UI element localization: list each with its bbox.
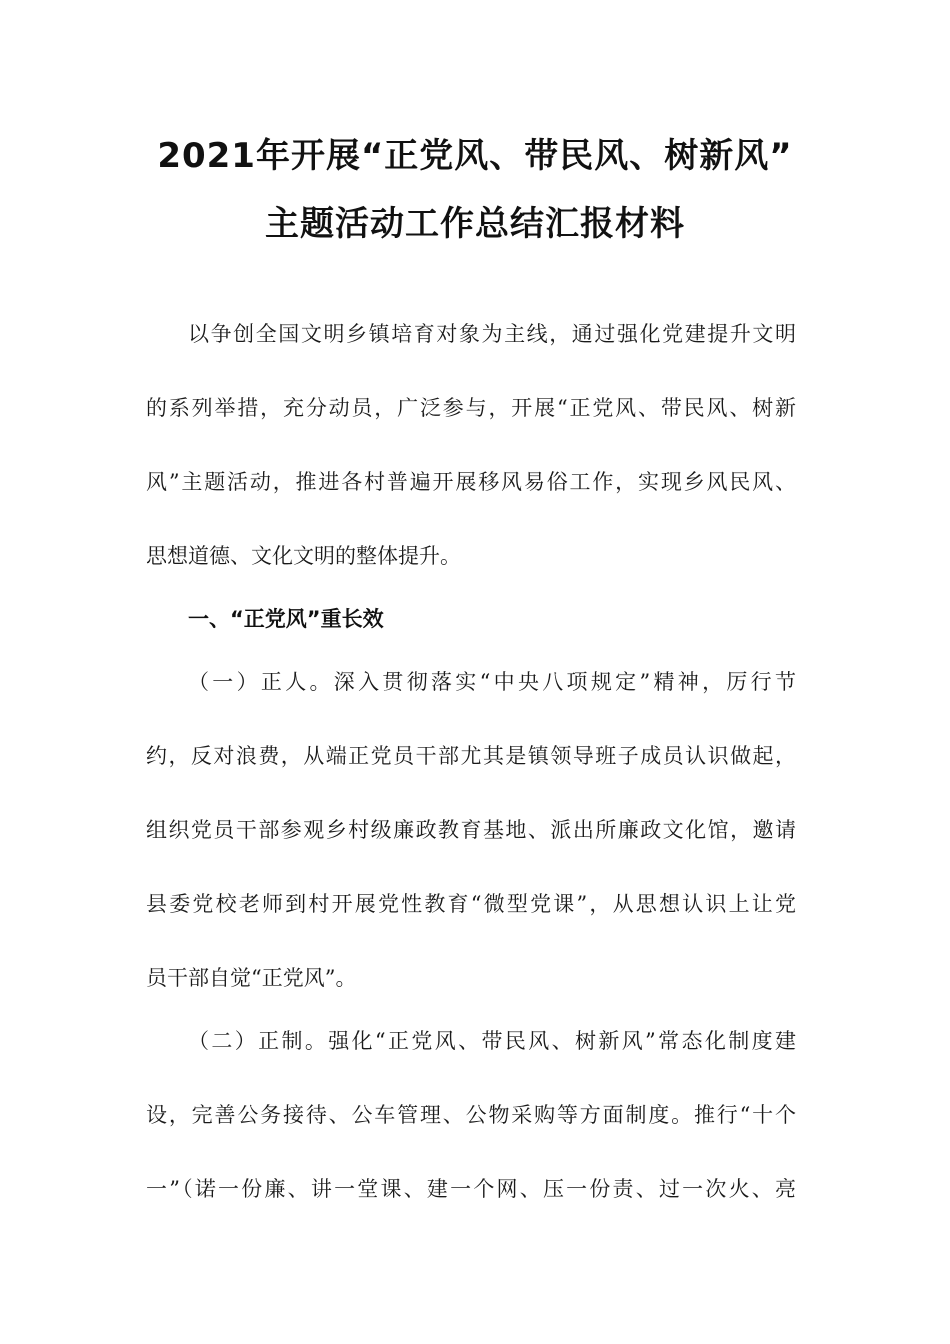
paragraph-2-line-1: （二）正制。强化“正党风、带民风、树新风”常态化制度建 (188, 1029, 796, 1053)
paragraph-1-line-4: 县委党校老师到村开展党性教育“微型党课”，从思想认识上让党 (146, 892, 796, 916)
paragraph-1-line-2: 约，反对浪费，从端正党员干部尤其是镇领导班子成员认识做起， (146, 744, 796, 768)
paragraph-intro-line-2: 的系列举措，充分动员，广泛参与，开展“正党风、带民风、树新 (146, 396, 796, 420)
paragraph-2-line-3: 一”（诺一份廉、讲一堂课、建一个网、压一份责、过一次火、亮 (146, 1177, 796, 1201)
paragraph-intro-line-4: 思想道德、文化文明的整体提升。 (146, 544, 461, 568)
paragraph-2-line-2: 设，完善公务接待、公车管理、公物采购等方面制度。推行“十个 (146, 1103, 796, 1127)
paragraph-1-line-1: （一）正人。深入贯彻落实“中央八项规定”精神，厉行节 (188, 670, 796, 694)
paragraph-intro-line-1: 以争创全国文明乡镇培育对象为主线，通过强化党建提升文明 (188, 322, 796, 346)
section-heading: 一、“正党风”重长效 (188, 607, 384, 631)
paragraph-1-line-5: 员干部自觉“正党风”。 (146, 966, 357, 990)
document-title-line-2: 主题活动工作总结汇报材料 (265, 204, 685, 244)
paragraph-intro-line-3: 风”主题活动，推进各村普遍开展移风易俗工作，实现乡风民风、 (146, 470, 796, 494)
document-title-line-1: 2021年开展“正党风、带民风、树新风” (157, 136, 793, 176)
paragraph-1-line-3: 组织党员干部参观乡村级廉政教育基地、派出所廉政文化馆，邀请 (146, 818, 796, 842)
